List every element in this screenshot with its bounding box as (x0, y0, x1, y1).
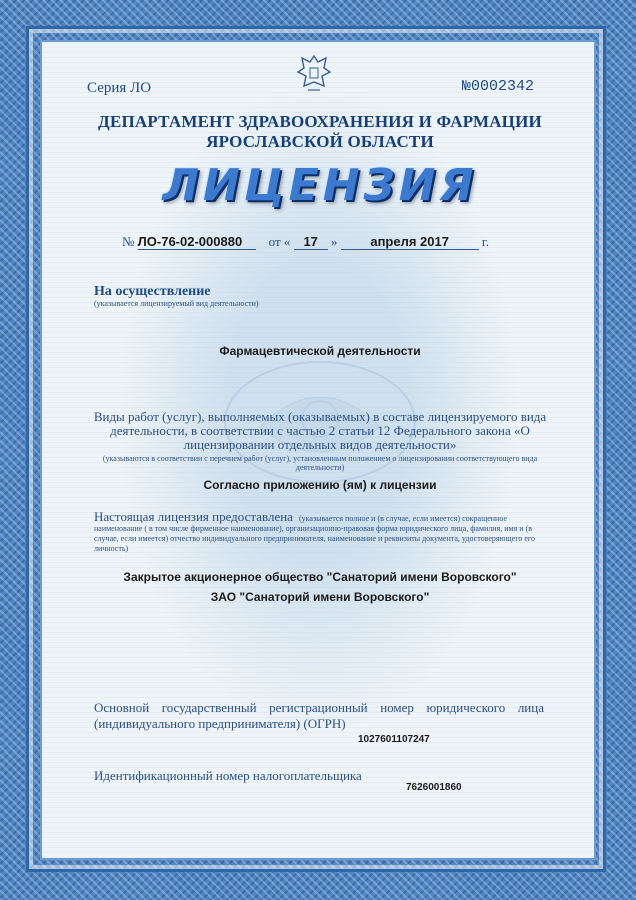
activity-heading: На осуществление (94, 284, 211, 299)
activity-value: Фармацевтической деятельности (219, 344, 421, 358)
works-note: (указываются в соответствии с перечнем работ (услуг), установленным положением о лицензировании соответствующего вида деятельности) (102, 454, 538, 472)
form-number: №0002342 (462, 78, 535, 95)
works-text: Виды работ (услуг), выполняемых (оказываемых) в составе лицензируемого вида деятельности, в соответствии с частью 2 статьи 12 Федерального закона «О лицензировании отдельных видов деятельности» (93, 409, 547, 452)
issuer-line-1: ДЕПАРТАМЕНТ ЗДРАВООХРАНЕНИЯ И ФАРМАЦИИ (98, 112, 542, 131)
grantee-note: (указывается полное и (в случае, если имеется) сокращенное наименование ( в том числе фирменное наименование), организационно-правовая форма юридического лица, фамилия, имя и (в случае, если имеется) отчество индивидуального предпринимателя, наименование и реквизиты документа, удостоверяющего его личность) (94, 514, 535, 553)
grantee-short-name: ЗАО "Санаторий имени Воровского" (210, 590, 430, 604)
works-value: Согласно приложению (ям) к лицензии (203, 478, 437, 492)
grantee-block (94, 509, 554, 554)
from-label: от « (268, 234, 291, 249)
double-headed-eagle-icon (294, 52, 334, 96)
grantee-lead: Настоящая лицензия предоставлена (94, 509, 293, 524)
series-label: Серия ЛО (87, 80, 152, 96)
ogrn-label: Основной государственный регистрационный номер юридического лица (индивидуального предпринимателя) (ОГРН) (94, 700, 544, 731)
year-suffix: г. (481, 234, 490, 249)
license-number: ЛО-76-02-000880 (138, 234, 256, 250)
issue-month-year: апреля 2017 (341, 234, 479, 250)
inn-label: Идентификационный номер налогоплательщика (94, 768, 362, 783)
issuer-line-2: ЯРОСЛАВСКОЙ ОБЛАСТИ (206, 132, 434, 151)
inn-value: 7626001860 (406, 782, 462, 793)
grantee-full-name: Закрытое акционерное общество "Санаторий имени Воровского" (123, 570, 517, 584)
activity-note: (указывается лицензируемый вид деятельности) (94, 299, 259, 308)
ogrn-value: 1027601107247 (358, 734, 430, 745)
number-prefix: № (122, 234, 135, 249)
day-close: » (330, 234, 338, 249)
license-document (40, 40, 596, 860)
license-number-line (122, 234, 489, 250)
document-title: ЛИЦЕНЗИЯ (162, 160, 478, 211)
issue-day: 17 (294, 234, 328, 250)
